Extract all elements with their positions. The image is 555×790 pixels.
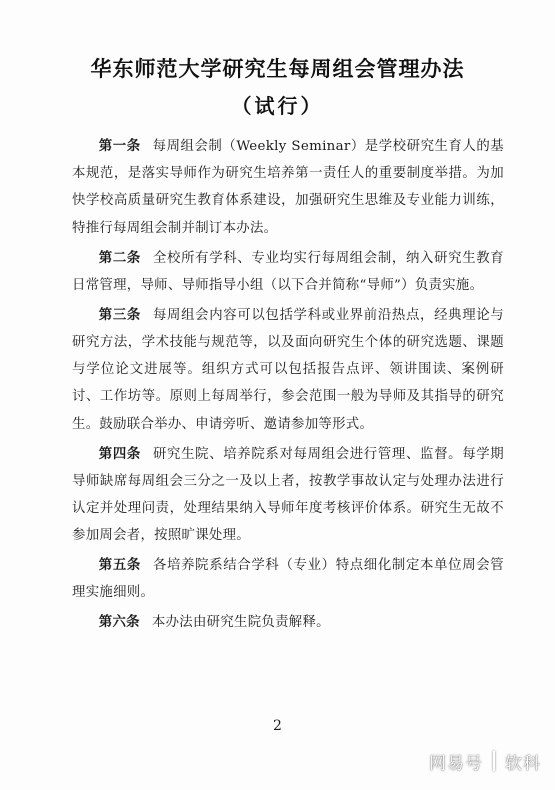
article-text: 研究生院、培养院系对每周组会进行管理、监督。每学期导师缺席每周组会三分之一及以上者，按教学事故认定与处理办法进行认定并处理问责，处理结果纳入导师年度考核评价体系。研究生无故不参加周会者，按照旷课处理。 [72, 446, 504, 544]
article-4 [72, 441, 504, 550]
watermark-author: 软科 [505, 753, 541, 774]
article-6 [72, 609, 504, 636]
document-title: 华东师范大学研究生每周组会管理办法 [90, 56, 465, 81]
article-text: 各培养院系结合学科（专业）特点细化制定本单位周会管理实施细则。 [72, 558, 504, 601]
page-number: 2 [273, 718, 282, 734]
article-2 [72, 245, 504, 299]
article-label: 第四条 [98, 445, 141, 462]
article-text: 每周组会制（Weekly Seminar）是学校研究生育人的基本规范，是落实导师作为研究生培养第一责任人的重要制度举措。为加快学校高质量研究生教育体系建设，加强研究生思维及专业能力训练，特推行每周组会制并制订本办法。 [72, 139, 504, 236]
article-label: 第六条 [98, 614, 140, 631]
article-label: 第五条 [98, 557, 141, 574]
article-label: 第二条 [98, 249, 141, 266]
document-subtitle: （试行） [231, 94, 324, 118]
article-text: 本办法由研究生院负责解释。 [151, 615, 330, 631]
article-3 [72, 302, 504, 438]
document-body [72, 133, 504, 637]
article-text: 每周组会内容可以包括学科或业界前沿热点，经典理论与研究方法，学术技能与规范等，以及面向研究生个体的研究选题、课题与学位论文进展等。组织方式可以包括报告点评、领讲围读、案例研讨、工作坊等。原则上每周举行，参会范围一般为导师及其指导的研究生。鼓励联合举办、申请旁听、邀请参加等形式。 [72, 307, 504, 432]
article-text: 全校所有学科、专业均实行每周组会制，纳入研究生教育日常管理，导师、导师指导小组（以下合并简称“导师”）负责实施。 [72, 250, 504, 293]
watermark-separator [493, 751, 495, 771]
article-5 [72, 552, 504, 606]
article-label: 第三条 [98, 306, 141, 323]
watermark [429, 748, 541, 774]
article-label: 第一条 [98, 138, 141, 154]
article-1 [72, 133, 504, 242]
watermark-source: 网易号 [429, 753, 483, 774]
